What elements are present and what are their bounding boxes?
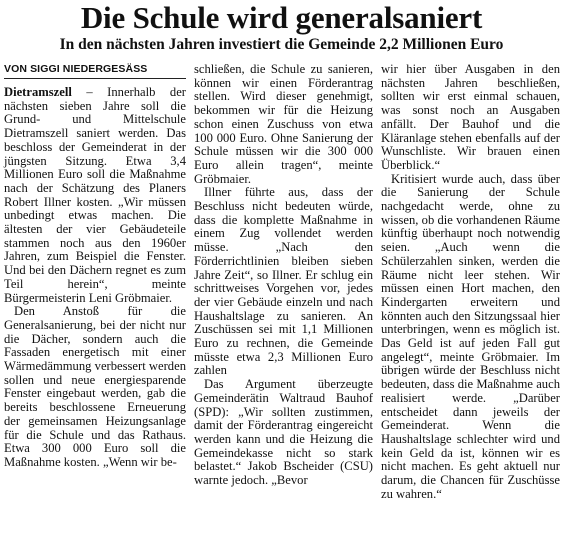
dateline: Dietramszell [4,85,72,99]
paragraph: Kritisiert wurde auch, dass über die Sanierung der Schule nachgedacht werde, ohne zu wissen, ob die vorhandenen Räume künftig überhaupt noch notwendig seien. „Auch wenn die Schülerzahlen sinken, werden die Räume nicht leer stehen. Wir müssen einen Hort machen, den Kindergarten erweitern und könnten auch den Sitzungssaal hier unterbringen, wenn es möglich ist. Das Geld ist auf jeden Fall gut angelegt“, meinte Gröbmaier. Im übrigen würde der Beschluss nicht bedeuten, dass die Maßnahme auch realisiert werde. „Darüber entscheidet dann jeweils der Gemeinderat. Wenn die Haushaltslage schlechter wird und kein Geld da ist, können wir es nicht machen. Es geht aktuell nur darum, die Chancen für Zuschüsse zu wahren.“ [381,171,560,501]
subheadline: In den nächsten Jahren investiert die Gemeinde 2,2 Millionen Euro [59,36,504,53]
column-1 [4,86,186,470]
column-3 [381,63,560,502]
headline: Die Schule wird generalsaniert [80,0,483,35]
paragraph: wir hier über Ausgaben in den nächsten Jahren beschließen, sollten wir erst einmal schauen, was sonst noch an Ausgaben anfällt. Der Bauhof und die Kläranlage stehen ebenfalls auf der Wunschliste. Wir brauen einen Überblick.“ [381,62,560,172]
paragraph [4,86,186,305]
paragraph: schließen, die Schule zu sanieren, können wir einen Förderantrag stellen. Wird dieser genehmigt, bekommen wir für die Heizung schon einen Zuschuss von etwa 100 000 Euro. Ohne Sanierung der Schule müssen wir die 300 000 Euro allein tragen“, meinte Gröbmaier. [194,62,373,186]
column-2 [194,63,373,488]
paragraph: Illner führte aus, dass der Beschluss nicht bedeuten würde, dass die komplette Maßnahme in einem Zug vollendet werden müsse. „Nach den Förderrichtlinien bleiben sieben Jahre Zeit“, so Illner. Er schlug ein schrittweises Vorgehen vor, jedes der vier Gebäude einzeln und nach Haushaltslage zu sanieren. An Zuschüssen sei mit 1,1 Millionen Euro zu rechnen, die Gemeinde müsste etwa 2,3 Millionen Euro zahlen [194,185,373,378]
byline: VON SIGGI NIEDERGESÄSS [4,63,148,75]
paragraph: Den Anstoß für die Generalsanierung, bei der nicht nur die Dächer, sondern auch die Fassaden energetisch mit einer Wärmedämmung verbessert werden sollen und neue energiesparende Fenster eingebaut werden, gab die bereits beschlossene Erneuerung der gemeinsamen Heizungsanlage für die Schule und das Rathaus. Etwa 300 000 Euro soll die Maßnahme kosten. „Wenn wir be- [4,304,186,469]
byline-rule [4,78,186,79]
paragraph: Das Argument überzeugte Gemeinderätin Waltraud Bauhof (SPD): „Wir sollten zustimmen, damit der Förderantrag eingereicht werden kann und die Heizung die Gemeindekasse nicht so stark belastet.“ Jakob Bscheider (CSU) warnte jedoch. „Bevor [194,377,373,488]
paragraph-text: – Innerhalb der nächsten sieben Jahre soll die Grund- und Mittelschule Dietramszell saniert werden. Das beschloss der Gemeinderat in der jüngsten Sitzung. Etwa 3,4 Millionen Euro soll die Maßnahme nach der Schätzung des Planers Robert Illner kosten. „Wir müssen unbedingt etwas machen. Die ältesten der vier Gebäudeteile stammen noch aus den 1960er Jahren, zum Beispiel die Fenster. Und bei den Dächern regnet es zum Teil herein“, meinte Bürgermeisterin Leni Gröbmaier. [4,85,186,305]
